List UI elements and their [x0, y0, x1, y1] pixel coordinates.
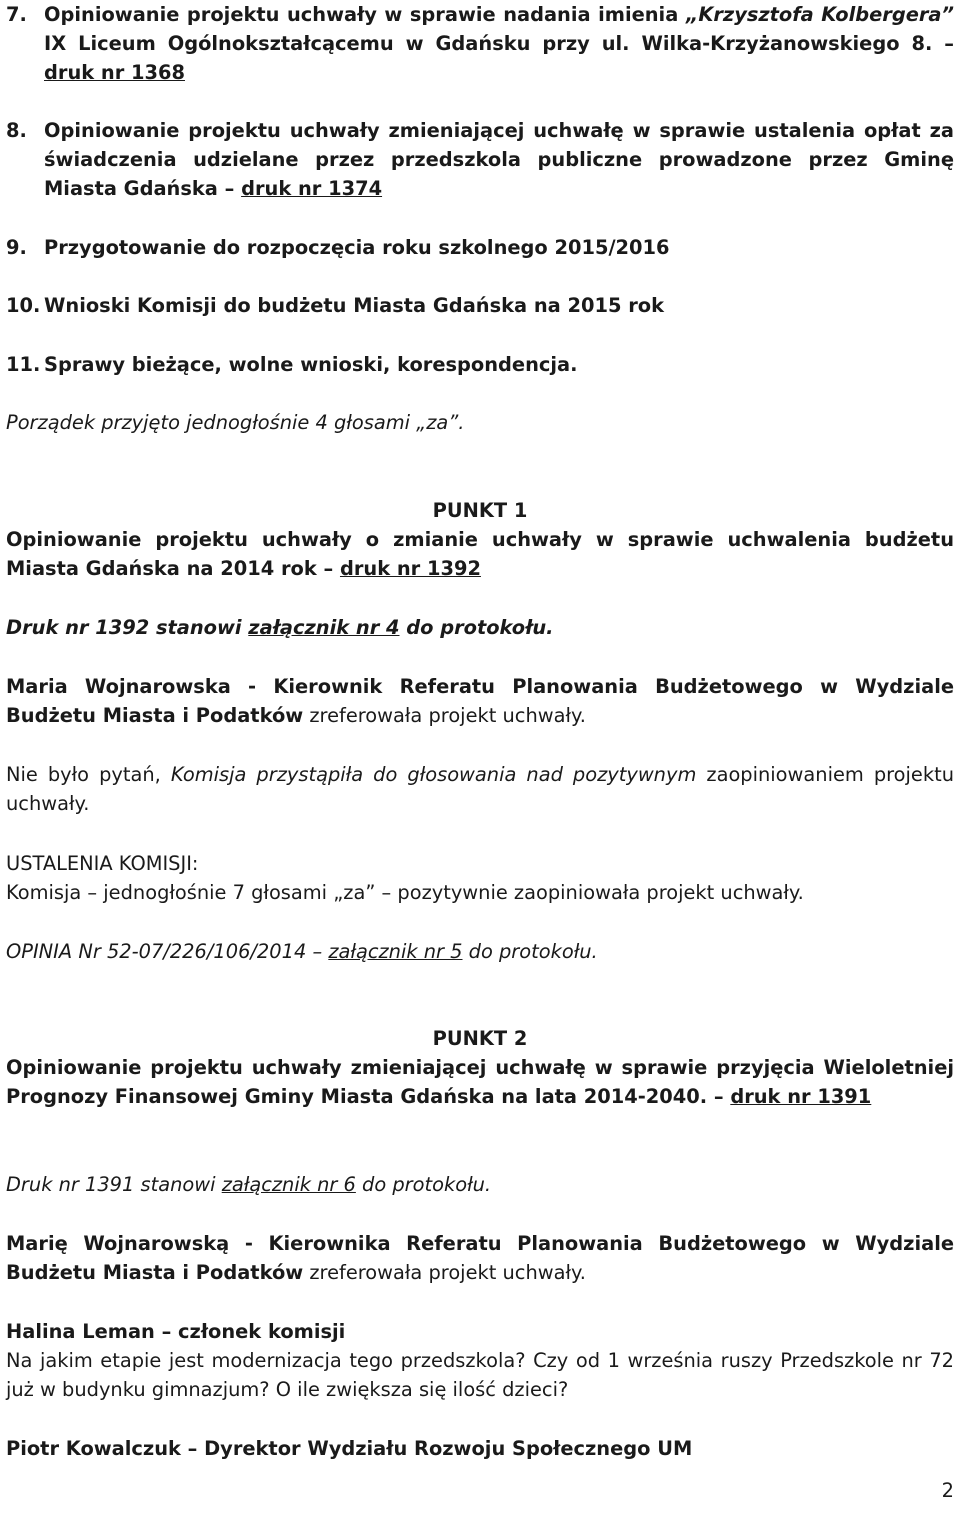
agenda-item-text: Sprawy bieżące, wolne wnioski, korespondencja.	[44, 353, 578, 376]
punkt-1-ustalenia-label: USTALENIA KOMISJI:	[6, 852, 199, 875]
druk-note-text: Druk nr 1392 stanowi	[6, 616, 249, 639]
agenda-item-number: 7.	[6, 3, 27, 26]
note-text: Nie było pytań,	[6, 763, 171, 786]
punkt-1-heading: PUNKT 1	[432, 499, 528, 522]
agenda-item-number: 8.	[6, 119, 27, 142]
punkt-2-speaker	[6, 1229, 954, 1287]
punkt-1-no-questions	[6, 760, 954, 818]
agenda-item-8	[6, 116, 954, 203]
punkt-1-vote: Komisja – jednogłośnie 7 głosami „za” – pozytywnie zaopiniowała projekt uchwały.	[6, 881, 804, 904]
agenda-item-10	[6, 291, 954, 320]
agenda-list	[6, 0, 954, 87]
agenda-item-text: Wnioski Komisji do budżetu Miasta Gdańska na 2015 rok	[44, 294, 664, 317]
druk-link[interactable]: druk nr 1392	[339, 557, 481, 580]
druk-note-text: do protokołu.	[355, 1173, 492, 1196]
speaker-name: Marię Wojnarowską - Kierownika Referatu Planowania Budżetowego w Wydziale Budżetu Miasta i Podatków	[6, 1232, 954, 1284]
speaker-name: Maria Wojnarowska - Kierownik Referatu Planowania Budżetowego w Wydziale Budżetu Miasta i Podatków	[6, 675, 954, 727]
note-text: zaopiniowaniem projektu uchwały.	[6, 763, 954, 815]
punkt-title-text: Opiniowanie projektu uchwały zmieniającej uchwałę w sprawie przyjęcia Wieloletniej Prognozy Finansowej Gminy Miasta Gdańska na lata 2014-2040. –	[6, 1056, 954, 1108]
punkt-2-answer-speaker: Piotr Kowalczuk – Dyrektor Wydziału Rozwoju Społecznego UM	[6, 1437, 693, 1460]
agenda-item-7	[6, 0, 954, 87]
page-number: 2	[941, 1479, 954, 1502]
agenda-item-italic-name: „Krzysztofa Kolbergera”	[685, 3, 954, 26]
druk-link[interactable]: druk nr 1391	[730, 1085, 872, 1108]
attachment-link[interactable]: załącznik nr 6	[221, 1173, 356, 1196]
agenda-adopted-note: Porządek przyjęto jednogłośnie 4 głosami „za”.	[6, 411, 465, 434]
agenda-item-text-part: Opiniowanie projektu uchwały zmieniającej uchwałę w sprawie ustalenia opłat za świadczenia udzielane przez przedszkola publiczne prowadzone przez Gminę Miasta Gdańska –	[44, 119, 954, 200]
punkt-2-question-speaker: Halina Leman – członek komisji	[6, 1320, 346, 1343]
attachment-link[interactable]: załącznik nr 5	[328, 940, 463, 963]
agenda-item-number: 10.	[6, 294, 41, 317]
punkt-2-druk-note	[6, 1170, 954, 1199]
punkt-2-heading: PUNKT 2	[432, 1027, 528, 1050]
agenda-item-text: Przygotowanie do rozpoczęcia roku szkolnego 2015/2016	[44, 236, 670, 259]
agenda-item-number: 9.	[6, 236, 27, 259]
druk-link[interactable]: druk nr 1374	[241, 177, 383, 200]
speaker-action: zreferowała projekt uchwały.	[303, 704, 586, 727]
agenda-list-2	[6, 116, 954, 203]
punkt-1-speaker	[6, 672, 954, 730]
punkt-1-title	[6, 525, 954, 583]
agenda-item-text-part: IX Liceum Ogólnokształcącemu w Gdańsku przy ul. Wilka-Krzyżanowskiego 8. –	[44, 32, 954, 55]
druk-note-text: Druk nr 1391 stanowi	[6, 1173, 222, 1196]
druk-note-text: do protokołu.	[399, 616, 554, 639]
punkt-2-title	[6, 1053, 954, 1111]
opinia-text: OPINIA Nr 52-07/226/106/2014 –	[6, 940, 329, 963]
agenda-item-11	[6, 350, 954, 379]
punkt-2-question-text: Na jakim etapie jest modernizacja tego przedszkola? Czy od 1 września ruszy Przedszkole nr 72 już w budynku gimnazjum? O ile zwiększa się ilość dzieci?	[6, 1349, 954, 1401]
punkt-1-opinia	[6, 937, 954, 966]
agenda-item-9	[6, 233, 954, 262]
opinia-text: do protokołu.	[462, 940, 598, 963]
agenda-item-text-part: Opiniowanie projektu uchwały w sprawie nadania imienia	[44, 3, 686, 26]
agenda-item-number: 11.	[6, 353, 41, 376]
punkt-1-druk-note	[6, 613, 954, 642]
speaker-action: zreferowała projekt uchwały.	[303, 1261, 586, 1284]
punkt-title-text: Opiniowanie projektu uchwały o zmianie uchwały w sprawie uchwalenia budżetu Miasta Gdańska na 2014 rok –	[6, 528, 954, 580]
note-italic: Komisja przystąpiła do głosowania nad pozytywnym	[170, 763, 697, 786]
agenda-item-text	[44, 0, 954, 87]
druk-link[interactable]: druk nr 1368	[44, 61, 185, 84]
attachment-link[interactable]: załącznik nr 4	[248, 616, 400, 639]
agenda-item-text	[44, 116, 954, 203]
